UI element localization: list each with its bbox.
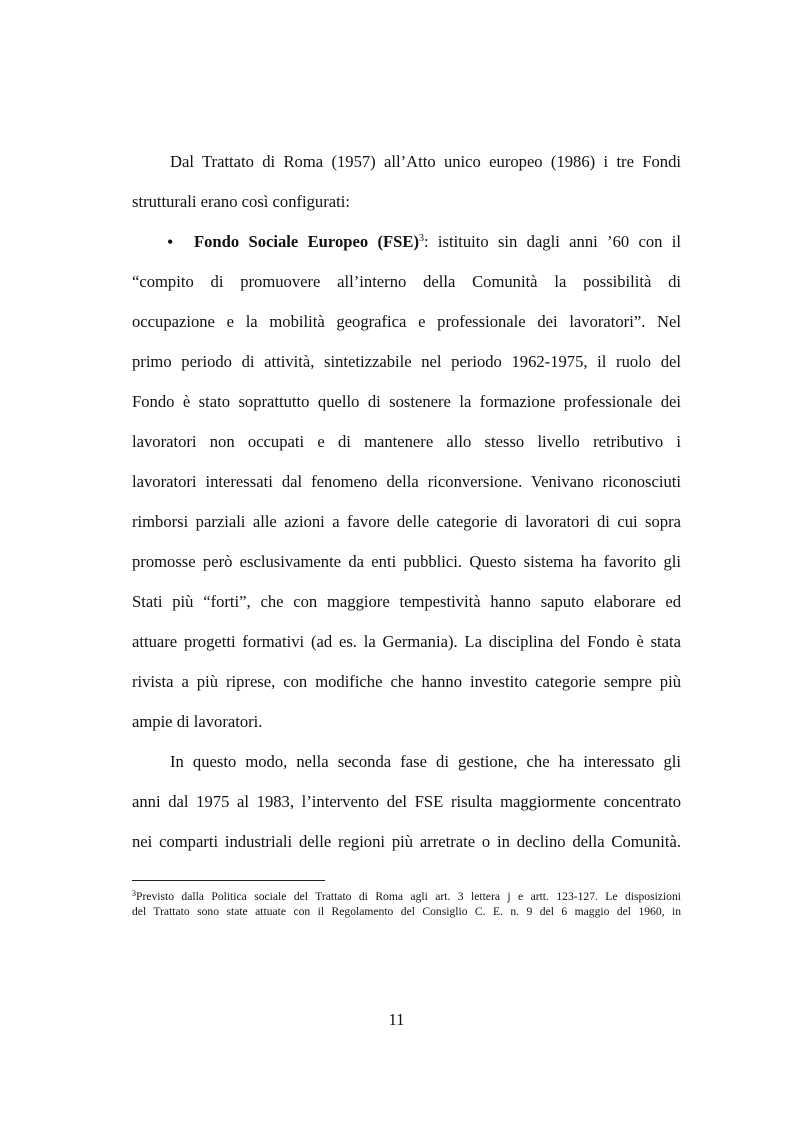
bullet-text-line: rimborsi parziali alle azioni a favore delle categorie di lavoratori di cui sopra bbox=[132, 512, 681, 531]
footnote-line-1 bbox=[132, 889, 681, 904]
footnote-text-1: Previsto dalla Politica sociale del Trattato di Roma agli art. 3 lettera j e artt. 123-127. Le disposizioni bbox=[136, 890, 681, 903]
bullet-text-line: attuare progetti formativi (ad es. la Germania). La disciplina del Fondo è stata bbox=[132, 632, 681, 651]
footnote-line-2: del Trattato sono state attuate con il Regolamento del Consiglio C. E. n. 9 del 6 maggio del 1960, in bbox=[132, 905, 681, 918]
bullet-text-line: ampie di lavoratori. bbox=[132, 712, 263, 731]
footnote-reference: 3 bbox=[418, 233, 424, 244]
page-number: 11 bbox=[388, 1010, 405, 1029]
bullet-text-line: rivista a più riprese, con modifiche che hanno investito categorie sempre più bbox=[132, 672, 681, 691]
bullet-text-line: lavoratori interessati dal fenomeno della riconversione. Venivano riconosciuti bbox=[132, 472, 681, 491]
bullet-text-line: occupazione e la mobilità geografica e professionale dei lavoratori”. Nel bbox=[132, 312, 681, 331]
bullet-text-line: primo periodo di attività, sintetizzabile nel periodo 1962-1975, il ruolo del bbox=[132, 352, 681, 371]
bullet-text-line: lavoratori non occupati e di mantenere allo stesso livello retributivo i bbox=[132, 432, 681, 451]
footnote-number: 3 bbox=[132, 889, 136, 898]
paragraph-2-line-1: In questo modo, nella seconda fase di gestione, che ha interessato gli bbox=[170, 752, 681, 771]
footnote-separator bbox=[132, 880, 325, 881]
bullet-text-line: “compito di promuovere all’interno della Comunità la possibilità di bbox=[132, 272, 681, 291]
bullet-line-1-text: : istituito sin dagli anni ’60 con il bbox=[423, 232, 681, 251]
bullet-text-line: Fondo è stato soprattutto quello di sostenere la formazione professionale dei bbox=[132, 392, 681, 411]
paragraph-1-line-1: Dal Trattato di Roma (1957) all’Atto unico europeo (1986) i tre Fondi bbox=[170, 152, 681, 171]
bullet-text-line: Stati più “forti”, che con maggiore tempestività hanno saputo elaborare ed bbox=[132, 592, 681, 611]
bullet-item-line-1 bbox=[194, 232, 681, 252]
paragraph-2-line-2: anni dal 1975 al 1983, l’intervento del FSE risulta maggiormente concentrato bbox=[132, 792, 681, 811]
bullet-marker: • bbox=[167, 232, 174, 252]
paragraph-1-line-2: strutturali erano così configurati: bbox=[132, 192, 350, 211]
paragraph-2-line-3: nei comparti industriali delle regioni più arretrate o in declino della Comunità. bbox=[132, 832, 681, 851]
bullet-text-line: promosse però esclusivamente da enti pubblici. Questo sistema ha favorito gli bbox=[132, 552, 681, 571]
bullet-term: Fondo Sociale Europeo (FSE) bbox=[194, 232, 419, 251]
